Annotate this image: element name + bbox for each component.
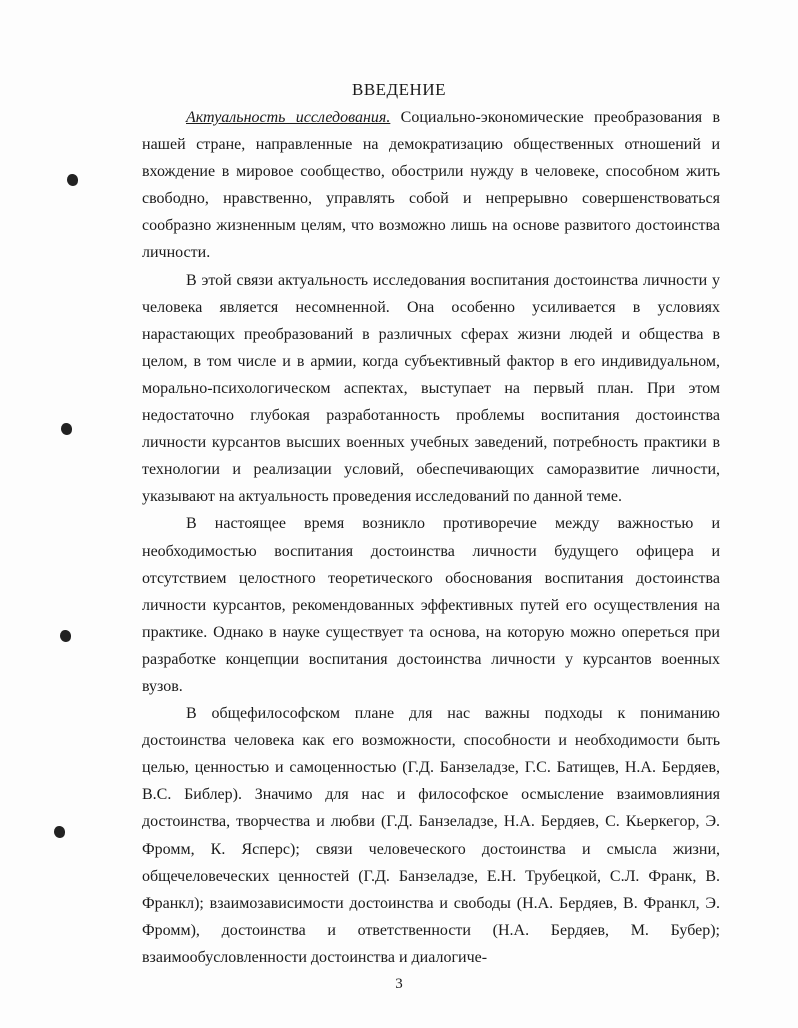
paragraph-2: В этой связи актуальность исследования воспитания достоинства личности у человека является несомненной. Она особенно усиливается в условиях нарастающих преобразований в различных сферах жизни людей и общества в целом, в том числе и в армии, когда субъективный фактор в его индивидуальном, морально-психологическом аспектах, выступает на первый план. При этом недостаточно глубокая разработанность проблемы воспитания достоинства личности курсантов высших военных учебных заведений, потребность практики в технологии и реализации условий, обеспечивающих саморазвитие личности, указывают на актуальность проведения исследований по данной теме. xyxy=(142,271,720,506)
section-lead-label: Актуальность исследования. xyxy=(186,109,391,126)
page-title: ВВЕДЕНИЕ xyxy=(352,80,446,99)
punch-hole-mark xyxy=(67,174,78,186)
body-text xyxy=(142,104,720,971)
punch-hole-mark xyxy=(61,423,72,435)
paragraph-1-text: Социально-экономические преобразования в нашей стране, направленные на демократизацию общественных отношений и вхождение в мировое сообщество, обострили нужду в человеке, способном жить свободно, нравственно, управлять собой и непрерывно совершенствоваться сообразно жизненным целям, что возможно лишь на основе развитого достоинства личности. xyxy=(142,109,720,262)
punch-hole-mark xyxy=(60,630,71,642)
paragraph-4: В общефилософском плане для нас важны подходы к пониманию достоинства человека как его возможности, способности и необходимости быть целью, ценностью и самоценностью (Г.Д. Банзеладзе, Г.С. Батищев, Н.А. Бердяев, В.С. Библер). Значимо для нас и философское осмысление взаимовлияния достоинства, творчества и любви (Г.Д. Банзеладзе, Н.А. Бердяев, С. Кьеркегор, Э. Фромм, К. Ясперс); связи человеческого достоинства и смысла жизни, общечеловеческих ценностей (Г.Д. Банзеладзе, Е.Н. Трубецкой, С.Л. Франк, В. Франкл); взаимозависимости достоинства и свободы (Н.А. Бердяев, В. Франкл, Э. Фромм), достоинства и ответственности (Н.А. Бердяев, М. Бубер); взаимообусловленности достоинства и диалогиче- xyxy=(142,705,720,966)
paragraph-3: В настоящее время возникло противоречие между важностью и необходимостью воспитания достоинства личности будущего офицера и отсутствием целостного теоретического обоснования воспитания достоинства личности курсантов, рекомендованных эффективных путей его осуществления на практике. Однако в науке существует та основа, на которую можно опереться при разработке концепции воспитания достоинства личности у курсантов военных вузов. xyxy=(142,515,720,695)
page-number: 3 xyxy=(395,976,403,992)
punch-hole-mark xyxy=(54,826,65,838)
paragraph-1 xyxy=(142,104,720,267)
